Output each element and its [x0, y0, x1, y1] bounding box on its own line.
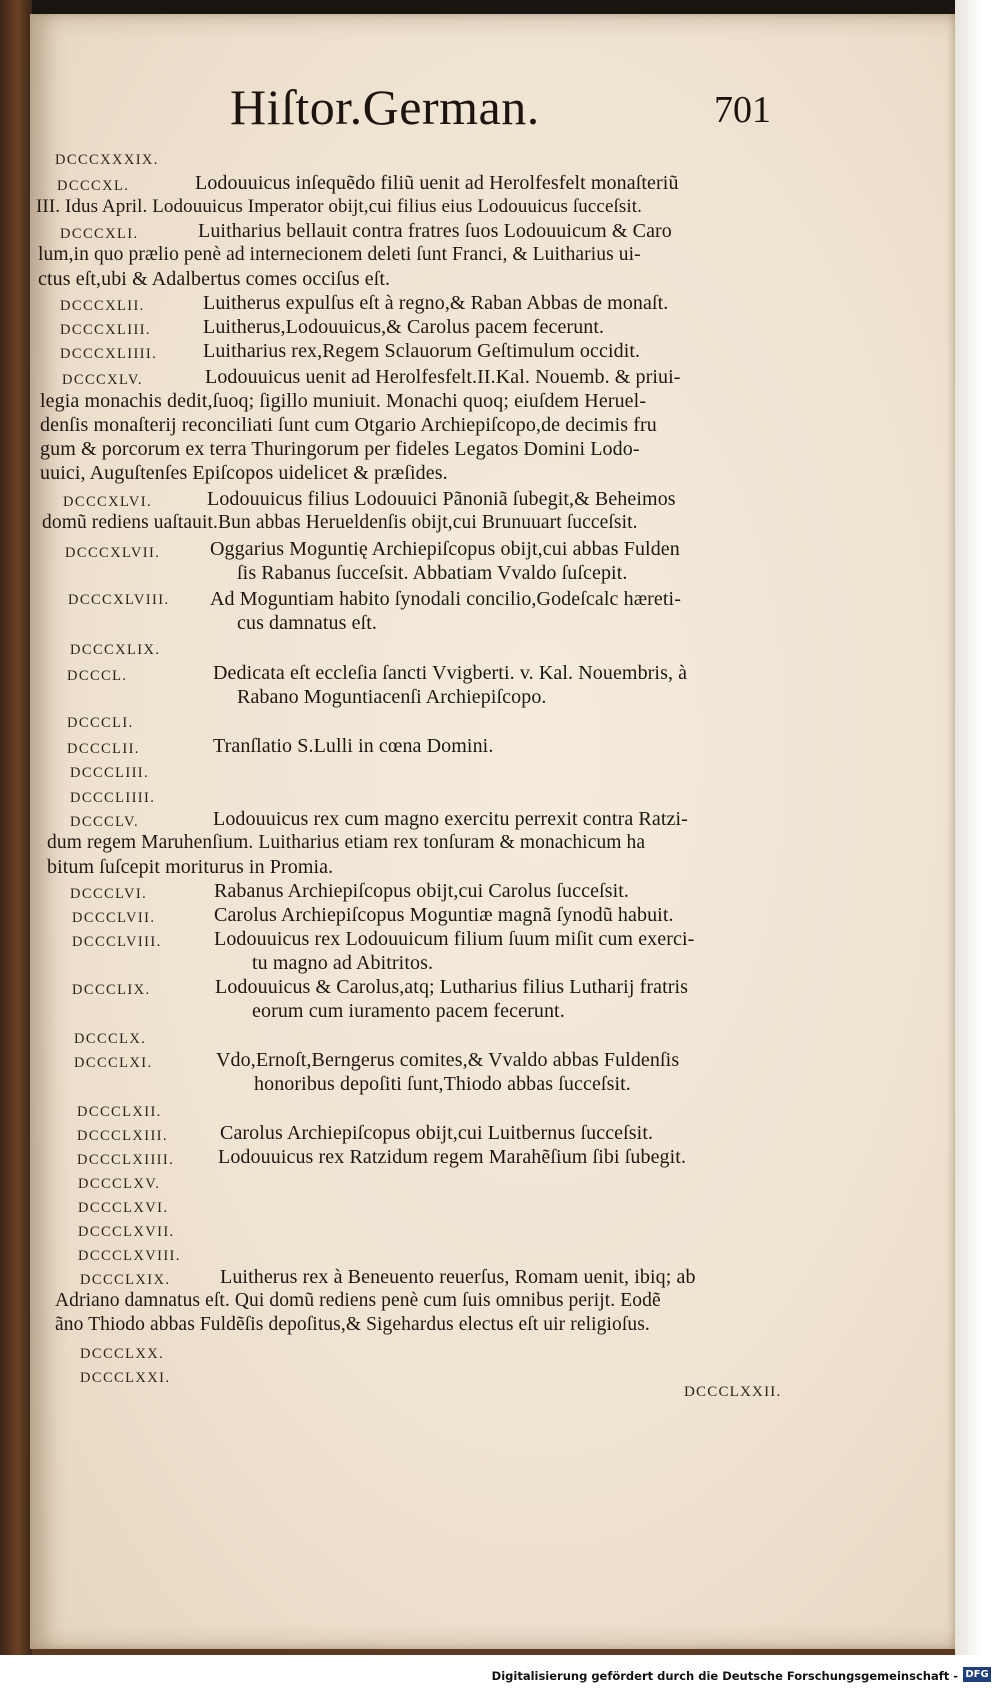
year-numeral: DCCCLI.: [67, 715, 134, 731]
entry-text-line: Lodouuicus filius Lodouuici Pãnoniã ſubegit,& Beheimos: [207, 488, 676, 510]
entry-text-line: gum & porcorum ex terra Thuringorum per fideles Legatos Domini Lodo-: [40, 438, 640, 460]
entry-text-line: Carolus Archiepiſcopus obijt,cui Luitbernus ſucceſsit.: [220, 1122, 654, 1144]
year-numeral: DCCCLXVIII.: [78, 1248, 181, 1264]
entry-text-line: Luitharius rex,Regem Sclauorum Geſtimulum occidit.: [203, 340, 641, 362]
year-numeral: DCCCLXVII.: [78, 1224, 175, 1240]
year-numeral: DCCCL.: [67, 668, 128, 684]
page-number: 701: [714, 89, 771, 131]
entry-text-line: honoribus depoſiti ſunt,Thiodo abbas ſucceſsit.: [254, 1073, 631, 1095]
entry-text-line: cus damnatus eſt.: [237, 612, 378, 634]
year-numeral: DCCCXLIIII.: [60, 346, 158, 362]
entry-text-line: Ad Moguntiam habito ſynodali concilio,Godeſcalc hæreti-: [210, 588, 681, 610]
year-numeral: DCCCLXV.: [78, 1176, 161, 1192]
dfg-logo: DFG: [963, 1667, 991, 1682]
entry-text-line: Carolus Archiepiſcopus Moguntiæ magnã ſynodũ habuit.: [214, 904, 674, 926]
entry-text-line: tu magno ad Abitritos.: [252, 952, 434, 974]
digitization-credit: Digitalisierung gefördert durch die Deutsche Forschungsgemeinschaft -: [491, 1669, 958, 1683]
year-numeral: DCCCXXXIX.: [55, 152, 159, 168]
year-numeral: DCCCXLVIII.: [68, 592, 170, 608]
entry-text-line: uuici, Auguſtenſes Epiſcopos uidelicet & præſides.: [40, 462, 448, 484]
year-numeral: DCCCLVI.: [70, 886, 148, 902]
entry-text-line: lum,in quo prælio penè ad internecionem deleti ſunt Franci, & Luitharius ui-: [38, 244, 641, 265]
year-numeral: DCCCLX.: [74, 1031, 147, 1047]
year-numeral: DCCCLXX.: [80, 1346, 165, 1362]
entry-text-line: ãno Thiodo abbas Fuldẽſis depoſitus,& Sigehardus electus eſt uir religioſus.: [55, 1314, 650, 1335]
entry-text-line: Oggarius Moguntię Archiepiſcopus obijt,cui abbas Fulden: [210, 538, 680, 560]
year-numeral: DCCCLIII.: [70, 765, 150, 781]
entry-text-line: denſis monaſterij reconciliati ſunt cum Otgario Archiepiſcopo,de decimis fru: [40, 414, 657, 436]
entry-text-line: Luitherus,Lodouuicus,& Carolus pacem fecerunt.: [203, 316, 605, 338]
entry-text-line: Vdo,Ernoſt,Berngerus comites,& Vvaldo abbas Fuldenſis: [216, 1049, 680, 1071]
entry-text-line: legia monachis dedit,ſuoq; ſigillo muniuit. Monachi quoq; eiuſdem Heruel-: [40, 390, 647, 412]
year-numeral: DCCCXLVI.: [63, 494, 153, 510]
year-numeral: DCCCXLV.: [62, 372, 143, 388]
year-numeral: DCCCLII.: [67, 741, 140, 757]
running-title: Hiſtor.German.: [230, 79, 540, 135]
entry-text-line: ctus eſt,ubi & Adalbertus comes occiſus eſt.: [38, 268, 391, 290]
entry-text-line: Luitharius bellauit contra fratres ſuos Lodouuicum & Caro: [198, 220, 672, 242]
entry-text-line: III. Idus April. Lodouuicus Imperator obijt,cui filius eius Lodouuicus ſucceſsit.: [36, 196, 642, 217]
year-numeral: DCCCLIX.: [72, 982, 151, 998]
entry-text-line: Rabanus Archiepiſcopus obijt,cui Carolus ſucceſsit.: [214, 880, 630, 902]
year-numeral: DCCCLXII.: [77, 1104, 162, 1120]
entry-text-line: Luitherus expulſus eſt à regno,& Raban Abbas de monaſt.: [203, 292, 669, 314]
entry-text-line: Adriano damnatus eſt. Qui domũ rediens penè cum ſuis omnibus perijt. Eodẽ: [55, 1290, 661, 1311]
year-numeral: DCCCLVIII.: [72, 934, 162, 950]
year-numeral: DCCCLXIII.: [77, 1128, 168, 1144]
entry-text-line: Lodouuicus rex Lodouuicum filium ſuum miſit cum exerci-: [214, 928, 695, 950]
year-numeral: DCCCLXVI.: [78, 1200, 169, 1216]
year-numeral: DCCCLXIIII.: [77, 1152, 175, 1168]
entry-text-line: Lodouuicus rex cum magno exercitu perrexit contra Ratzi-: [213, 808, 688, 830]
year-numeral: DCCCXLVII.: [65, 545, 161, 561]
year-numeral: DCCCXLIII.: [60, 322, 151, 338]
entry-text-line: Lodouuicus uenit ad Herolfesfelt.II.Kal. Nouemb. & priui-: [205, 366, 681, 388]
year-numeral: DCCCXLI.: [60, 226, 139, 242]
entry-text-line: dum regem Maruhenſium. Luitharius etiam rex tonſuram & monachicum ha: [47, 832, 646, 853]
entry-text-line: Rabano Moguntiacenſi Archiepiſcopo.: [237, 686, 547, 708]
year-numeral: DCCCLXI.: [74, 1055, 153, 1071]
year-numeral: DCCCLIIII.: [70, 790, 156, 806]
book-binding-edge: [0, 0, 32, 1690]
scan-right-margin: [955, 0, 1000, 1655]
year-numeral: DCCCLV.: [70, 814, 140, 830]
year-numeral: DCCCXL.: [57, 178, 130, 194]
entry-text-line: eorum cum iuramento pacem fecerunt.: [252, 1000, 565, 1022]
entry-text-line: bitum ſuſcepit moriturus in Promia.: [47, 856, 334, 878]
entry-text-line: Lodouuicus inſequẽdo filiũ uenit ad Herolfesfelt monaſteriũ: [195, 172, 679, 194]
entry-text-line: Luitherus rex à Beneuento reuerſus, Romam uenit, ibiq; ab: [220, 1266, 696, 1288]
entry-text-line: Dedicata eſt eccleſia ſancti Vvigberti. v. Kal. Nouembris, à: [213, 662, 688, 684]
entry-text-line: Lodouuicus rex Ratzidum regem Marahẽſium ſibi ſubegit.: [218, 1146, 687, 1168]
entry-text-line: ſis Rabanus ſucceſsit. Abbatiam Vvaldo ſuſcepit.: [237, 562, 628, 584]
year-numeral: DCCCXLII.: [60, 298, 145, 314]
entry-text-line: domũ rediens uaſtauit.Bun abbas Herueldenſis obijt,cui Brunuuart ſucceſsit.: [42, 512, 638, 533]
entry-text-line: Tranſlatio S.Lulli in cœna Domini.: [213, 735, 494, 757]
year-numeral: DCCCLXIX.: [80, 1272, 171, 1288]
entry-text-line: Lodouuicus & Carolus,atq; Lutharius filius Lutharij fratris: [215, 976, 689, 998]
year-numeral: DCCCLVII.: [72, 910, 156, 926]
catchword: DCCCLXXII.: [684, 1384, 782, 1400]
year-numeral: DCCCLXXI.: [80, 1370, 171, 1386]
year-numeral: DCCCXLIX.: [70, 642, 161, 658]
